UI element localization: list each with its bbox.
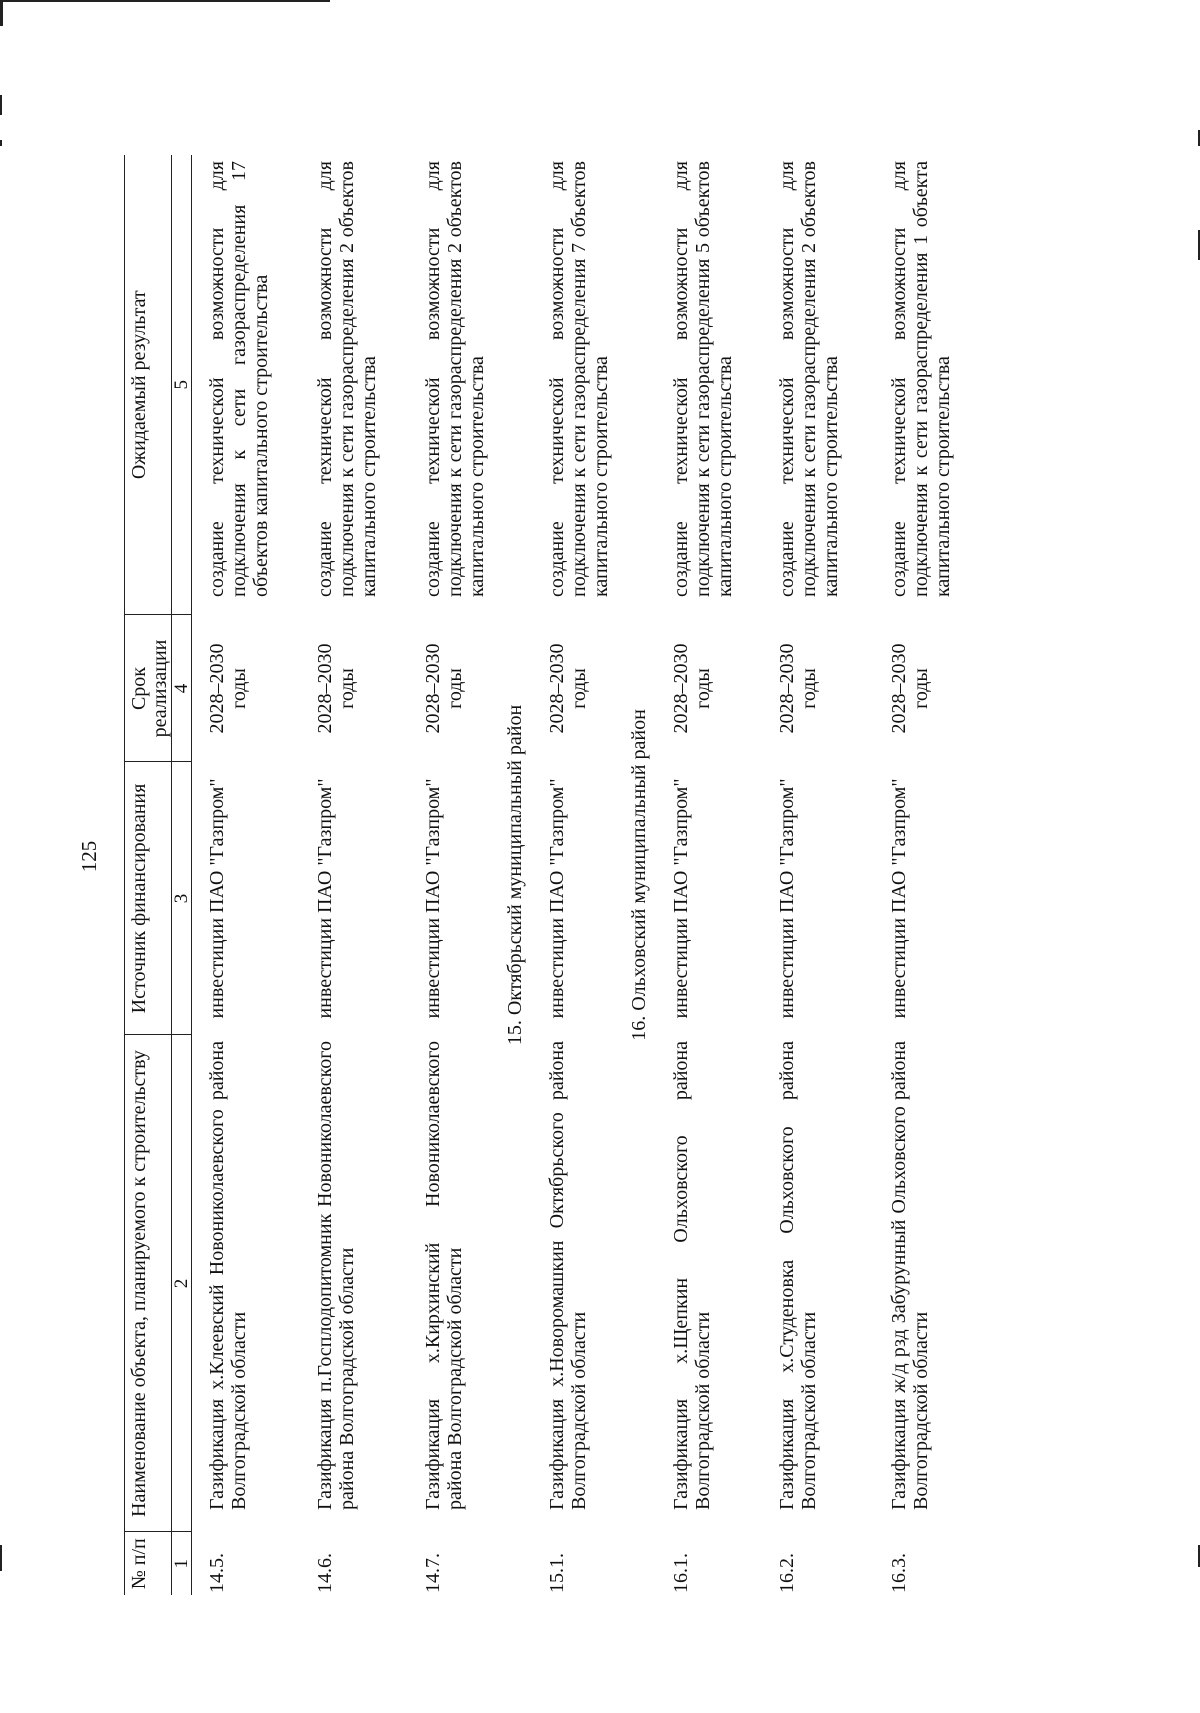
header-term: Срок реализации	[125, 615, 172, 762]
implementation-term: 2028–2030 годы	[314, 643, 358, 734]
column-number: 1	[172, 1532, 192, 1595]
row-number: 14.7.	[422, 1553, 444, 1593]
column-numbers-row	[172, 155, 192, 1595]
funding-source: инвестиции ПАО "Газпром"	[314, 778, 336, 1019]
row-number: 14.6.	[314, 1553, 336, 1593]
expected-result: создание технической возможности для подключения к сети газораспределения 2 объектов капитального строительства	[776, 161, 842, 597]
page-number: 125	[77, 840, 101, 873]
implementation-term: 2028–2030 годы	[776, 643, 820, 734]
section-heading-row	[612, 155, 664, 1595]
row-number: 16.1.	[670, 1553, 692, 1593]
object-name: Газификация х.Щепкин Ольховского района Волгоградской области	[670, 1041, 714, 1510]
row-number: 16.3.	[888, 1553, 910, 1593]
header-number: № п/п	[125, 1532, 172, 1595]
header-object-name: Наименование объекта, планируемого к строительству	[125, 1035, 172, 1532]
expected-result: создание технической возможности для подключения к сети газораспределения 2 объектов капитального строительства	[422, 161, 488, 597]
column-number: 5	[172, 155, 192, 615]
implementation-term: 2028–2030 годы	[546, 643, 590, 734]
expected-result: создание технической возможности для подключения к сети газораспределения 17 объектов капитального строительства	[206, 161, 272, 597]
implementation-term: 2028–2030 годы	[670, 643, 714, 734]
table-row	[770, 155, 842, 1595]
section-heading: 15. Октябрьский муниципальный район	[504, 704, 526, 1046]
expected-result: создание технической возможности для подключения к сети газораспределения 7 объектов капитального строительства	[546, 161, 612, 597]
implementation-term: 2028–2030 годы	[888, 643, 932, 734]
implementation-term: 2028–2030 годы	[206, 643, 250, 734]
header-expected-result: Ожидаемый результат	[125, 155, 172, 615]
funding-source: инвестиции ПАО "Газпром"	[888, 778, 910, 1019]
funding-source: инвестиции ПАО "Газпром"	[670, 778, 692, 1019]
column-number: 3	[172, 762, 192, 1035]
expected-result: создание технической возможности для подключения к сети газораспределения 5 объектов капитального строительства	[670, 161, 736, 597]
section-heading-row	[488, 155, 540, 1595]
table-row	[308, 155, 380, 1595]
row-number: 16.2.	[776, 1553, 798, 1593]
object-name: Газификация х.Новоромашкин Октябрьского района Волгоградской области	[546, 1041, 590, 1510]
expected-result: создание технической возможности для подключения к сети газораспределения 2 объектов капитального строительства	[314, 161, 380, 597]
table-header-row	[125, 155, 172, 1595]
table-row	[664, 155, 736, 1595]
table-row	[882, 155, 954, 1595]
column-number: 4	[172, 615, 192, 762]
object-name: Газификация ж/д рзд Забурунный Ольховского района Волгоградской области	[888, 1041, 932, 1510]
object-name: Газификация п.Госплодопитомник Новониколаевского района Волгоградской области	[314, 1041, 358, 1510]
table-row	[416, 155, 488, 1595]
funding-source: инвестиции ПАО "Газпром"	[422, 778, 444, 1019]
funding-source: инвестиции ПАО "Газпром"	[206, 778, 228, 1019]
object-name: Газификация х.Кирхинский Новониколаевского района Волгоградской области	[422, 1041, 466, 1510]
expected-result: создание технической возможности для подключения к сети газораспределения 1 объекта капитального строительства	[888, 161, 954, 597]
funding-source: инвестиции ПАО "Газпром"	[546, 778, 568, 1019]
section-heading: 16. Ольховский муниципальный район	[628, 709, 650, 1041]
table-row	[192, 155, 273, 1595]
column-number: 2	[172, 1035, 192, 1532]
implementation-term: 2028–2030 годы	[422, 643, 466, 734]
object-name: Газификация х.Студеновка Ольховского района Волгоградской области	[776, 1041, 820, 1510]
object-name: Газификация х.Клеевский Новониколаевского района Волгоградской области	[206, 1041, 250, 1510]
header-funding-source: Источник финансирования	[125, 762, 172, 1035]
gasification-table	[124, 155, 954, 1595]
row-number: 14.5.	[206, 1553, 228, 1593]
funding-source: инвестиции ПАО "Газпром"	[776, 778, 798, 1019]
table-row	[540, 155, 612, 1595]
row-number: 15.1.	[546, 1553, 568, 1593]
